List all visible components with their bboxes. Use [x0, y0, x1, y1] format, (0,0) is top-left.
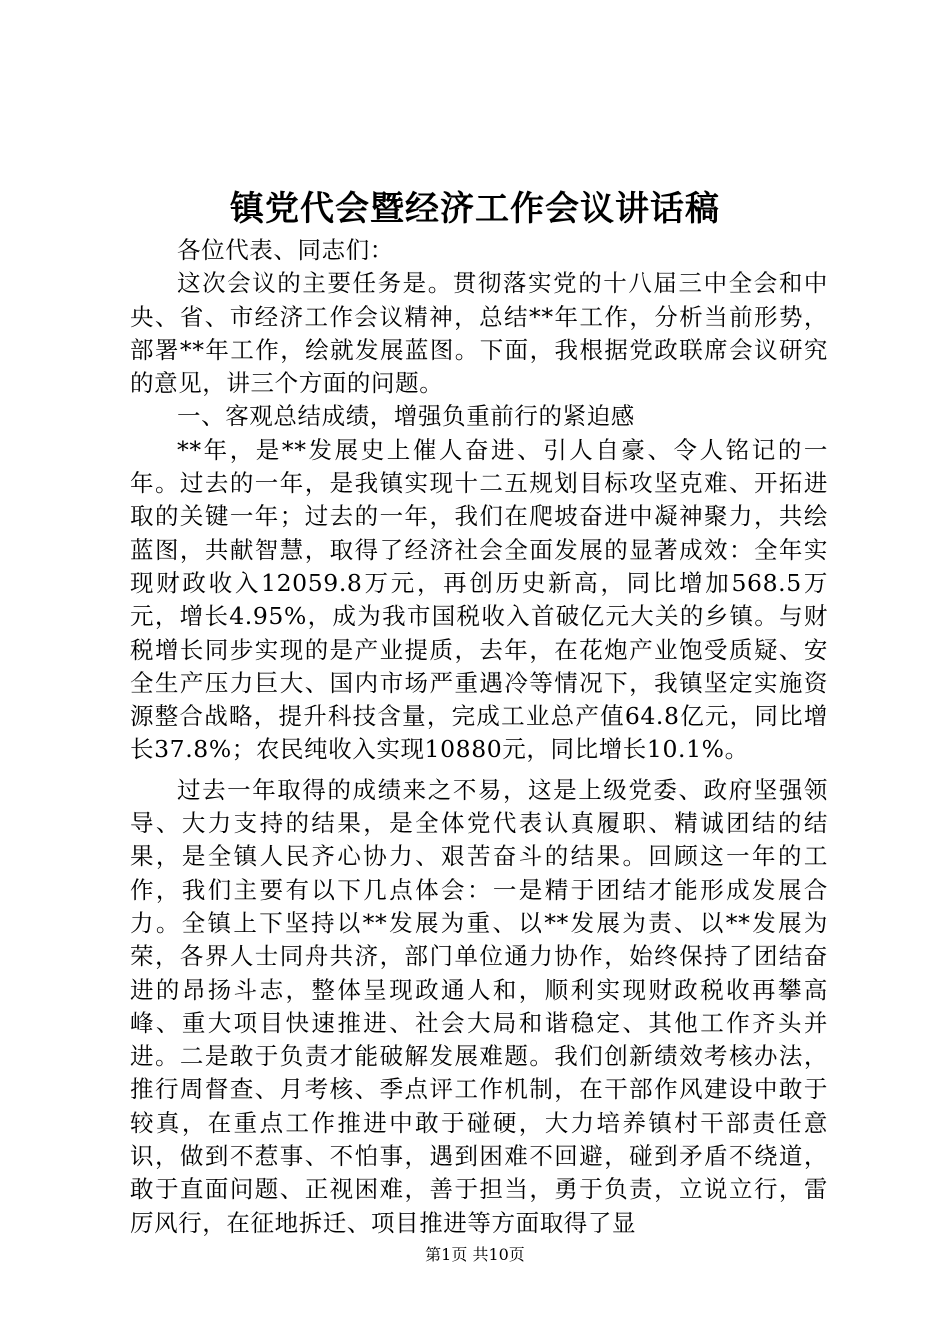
document-body	[130, 234, 828, 1240]
page-title: 镇党代会暨经济工作会议讲话稿	[230, 189, 720, 229]
page-footer: 第1页 共10页	[425, 1245, 525, 1264]
salutation-paragraph: 各位代表、同志们：	[177, 236, 394, 264]
reflection-paragraph: 过去一年取得的成绩来之不易，这是上级党委、政府坚强领导、大力支持的结果，是全体党代表认真履职、精诚团结的结果，是全镇人民齐心协力、艰苦奋斗的结果。回顾这一年的工作，我们主要有以下几点体会：一是精于团结才能形成发展合力。全镇上下坚持以**发展为重、以**发展为责、以**发展为荣，各界人士同舟共济，部门单位通力协作，始终保持了团结奋进的昂扬斗志，整体呈现政通人和，顺利实现财政税收再攀高峰、重大项目快速推进、社会大局和谐稳定、其他工作齐头并进。二是敢于负责才能破解发展难题。我们创新绩效考核办法，推行周督查、月考核、季点评工作机制，在干部作风建设中敢于较真，在重点工作推进中敢于碰硬，大力培养镇村干部责任意识，做到不惹事、不怕事，遇到困难不回避，碰到矛盾不绕道，敢于直面问题、正视困难，善于担当，勇于负责，立说立行，雷厉风行，在征地拆迁、项目推进等方面取得了显	[130, 775, 828, 1237]
achievements-paragraph: **年，是**发展史上催人奋进、引人自豪、令人铭记的一年。过去的一年，是我镇实现十二五规划目标攻坚克难、开拓进取的关键一年；过去的一年，我们在爬坡奋进中凝神聚力，共绘蓝图，共献智慧，取得了经济社会全面发展的显著成效：全年实现财政收入12059.8万元，再创历史新高，同比增加568.5万元，增长4.95%，成为我市国税收入首破亿元大关的乡镇。与财税增长同步实现的是产业提质，去年，在花炮产业饱受质疑、安全生产压力巨大、国内市场严重遇冷等情况下，我镇坚定实施资源整合战略，提升科技含量，完成工业总产值64.8亿元，同比增长37.8%；农民纯收入实现10880元，同比增长10.1%。	[130, 435, 828, 764]
intro-paragraph: 这次会议的主要任务是。贯彻落实党的十八届三中全会和中央、省、市经济工作会议精神，总结**年工作，分析当前形势，部署**年工作，绘就发展蓝图。下面，我根据党政联席会议研究的意见，讲三个方面的问题。	[130, 269, 828, 398]
section-heading: 一、客观总结成绩，增强负重前行的紧迫感	[177, 402, 635, 431]
